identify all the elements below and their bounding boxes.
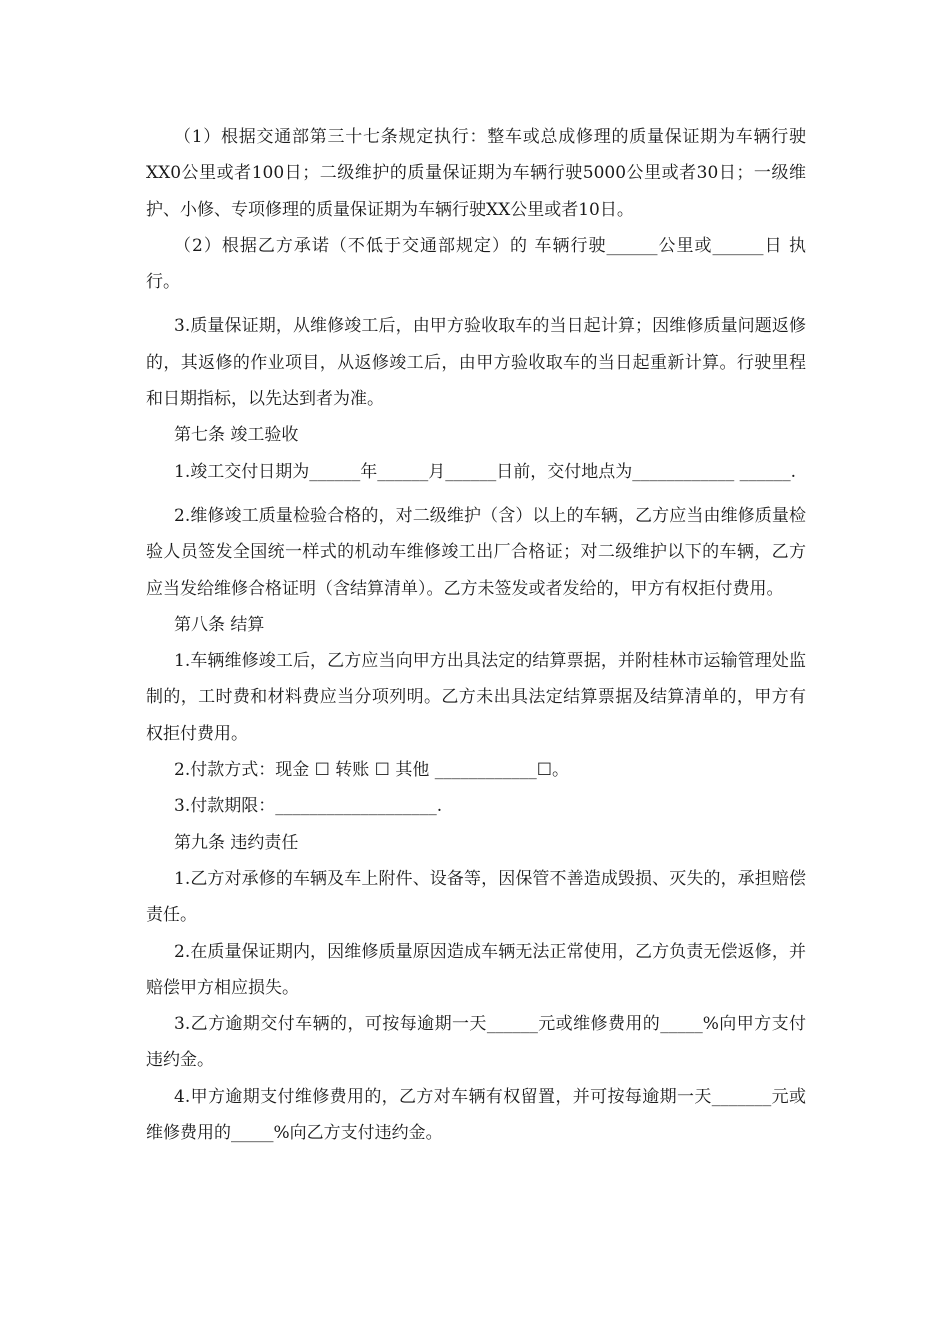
paragraph-quality-certificate: 2.维修竣工质量检验合格的，对二级维护（含）以上的车辆，乙方应当由维修质量检验人员签发全国统一样式的机动车维修竣工出厂合格证；对二级维护以下的车辆，乙方应当发给维修合格证明（含结算清单）。乙方未签发或者发给的，甲方有权拒付费用。 [146, 505, 806, 599]
contract-body [146, 119, 806, 1151]
heading-article-7: 第七条 竣工验收 [174, 425, 299, 446]
paragraph-warranty-2: （2）根据乙方承诺（不低于交通部规定）的 车辆行驶______公里或______日 执行。 [146, 235, 806, 293]
paragraph-payment-method: 2.付款方式：现金 ☐ 转账 ☐ 其他 ____________☐。 [174, 760, 569, 781]
paragraph-delivery-date: 1.竣工交付日期为______年______月______日前，交付地点为____________ ______. [174, 461, 797, 482]
paragraph-warranty-1: （1）根据交通部第三十七条规定执行：整车或总成修理的质量保证期为车辆行驶XX0公里或者100日；二级维护的质量保证期为车辆行驶5000公里或者30日；一级维护、小修、专项修理的质量保证期为车辆行驶XX公里或者10日。 [146, 127, 806, 220]
heading-article-9: 第九条 违约责任 [174, 832, 299, 853]
paragraph-settlement-receipt: 1.车辆维修竣工后，乙方应当向甲方出具法定的结算票据，并附桂林市运输管理处监制的，工时费和材料费应当分项列明。乙方未出具法定结算票据及结算清单的，甲方有权拒付费用。 [146, 651, 806, 744]
paragraph-liability-1: 1.乙方对承修的车辆及车上附件、设备等，因保管不善造成毁损、灭失的，承担赔偿责任。 [146, 868, 806, 926]
paragraph-liability-4: 4.甲方逾期支付维修费用的，乙方对车辆有权留置，并可按每逾期一天_______元或维修费用的_____%向乙方支付违约金。 [146, 1086, 806, 1144]
paragraph-liability-3: 3.乙方逾期交付车辆的，可按每逾期一天______元或维修费用的_____%向甲方支付违约金。 [146, 1014, 806, 1071]
paragraph-warranty-period: 3.质量保证期，从维修竣工后，由甲方验收取车的当日起计算；因维修质量问题返修的，其返修的作业项目，从返修竣工后，由甲方验收取车的当日起重新计算。行驶里程和日期指标，以先达到者为准。 [146, 316, 806, 410]
heading-article-8: 第八条 结算 [174, 614, 265, 635]
paragraph-liability-2: 2.在质量保证期内，因维修质量原因造成车辆无法正常使用，乙方负责无偿返修，并赔偿甲方相应损失。 [146, 941, 806, 998]
paragraph-payment-term: 3.付款期限：___________________. [174, 796, 443, 817]
